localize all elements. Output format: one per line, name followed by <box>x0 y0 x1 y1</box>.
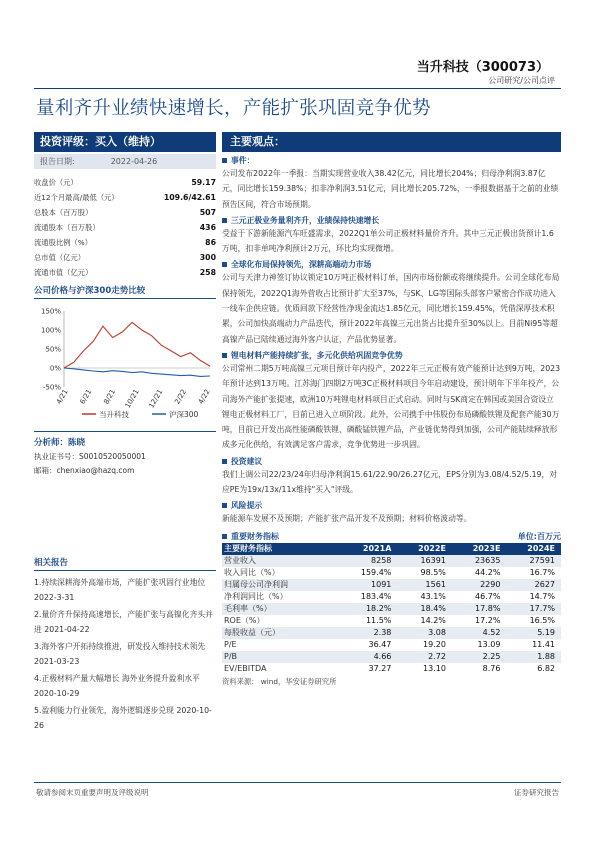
bullet-square-icon <box>222 534 227 539</box>
value-cell: 16.7% <box>529 568 555 578</box>
financial-table-header <box>222 531 561 542</box>
value-cell: 17.8% <box>452 603 507 615</box>
related-report-item[interactable]: 2.量价齐升保持高速增长，产能扩张与高镍化齐头并进 2021-04-22 <box>34 610 213 634</box>
key-data-label: 流通股比例（%） <box>34 238 93 247</box>
key-data-value: 300 <box>199 253 216 262</box>
bullet-square-icon <box>222 218 227 223</box>
related-report-item[interactable]: 1.持续深耕海外高端市场，产能扩张巩固行业地位 2022-3-31 <box>34 578 206 602</box>
section-heading-text: 锂电材料产能持续扩张，多元化供给巩固竞争优势 <box>231 350 403 360</box>
row-label-cell: P/B <box>222 651 338 663</box>
row-label-cell: 毛利率（%） <box>222 603 338 615</box>
section-heading <box>222 350 561 361</box>
financial-table-block <box>222 531 561 687</box>
chart-section-title: 公司价格与沪深300走势比较 <box>34 284 216 299</box>
column-header: 主要财务指标 <box>222 543 338 555</box>
value-cell: 16.5% <box>529 616 555 626</box>
price-comparison-chart <box>34 303 216 425</box>
value-cell: 44.2% <box>475 568 501 578</box>
main-points-banner: 主要观点： <box>222 132 561 152</box>
value-cell: 17.2% <box>475 616 501 626</box>
related-reports-list <box>34 576 216 733</box>
x-tick-label: 6/21 <box>78 388 94 406</box>
value-cell: 18.4% <box>397 603 452 615</box>
table-row <box>222 603 561 615</box>
date-value: 2022-04-26 <box>110 157 158 166</box>
key-data-value: 258 <box>199 268 216 277</box>
table-row <box>222 627 561 639</box>
financial-table-body <box>222 555 561 675</box>
footer-label: 证券研究报告 <box>514 788 559 797</box>
value-cell: 23635 <box>452 555 507 567</box>
table-row <box>222 663 561 675</box>
row-label-cell: 收入同比（%） <box>224 568 280 578</box>
value-cell: 14.7% <box>529 592 555 602</box>
chart-canvas <box>34 303 216 425</box>
value-cell: 159.4% <box>360 568 392 578</box>
analyst-cert: 执业证书号：S0010520050001 <box>34 452 146 461</box>
analyst-name: 分析师：陈晓 <box>34 438 86 448</box>
key-data-value: 59.17 <box>191 178 216 187</box>
row-label-cell: 净利润同比（%） <box>224 592 288 602</box>
key-data-label: 总市值（亿元） <box>34 253 86 262</box>
value-cell: 183.4% <box>360 592 392 602</box>
value-cell: 8.76 <box>482 664 501 674</box>
right-column <box>222 132 561 687</box>
section-heading <box>222 456 561 467</box>
bullet-square-icon <box>222 459 227 464</box>
value-cell: 11.41 <box>532 640 555 650</box>
company-name: 当升科技（300073） <box>416 60 549 75</box>
key-data-row <box>34 250 216 265</box>
header-divider <box>34 88 561 89</box>
value-cell: 46.7% <box>475 592 501 602</box>
bullet-square-icon <box>222 262 227 267</box>
y-tick-label: 100% <box>40 326 61 335</box>
row-label-cell: 归属母公司净利润 <box>222 579 338 591</box>
value-cell: 43.1% <box>420 592 446 602</box>
column-header: 2023E <box>452 543 507 555</box>
value-cell: 6.82 <box>537 664 555 674</box>
key-data-label: 流通市值（亿元） <box>34 268 93 277</box>
row-label-cell: P/E <box>224 640 237 650</box>
key-data-row <box>34 205 216 220</box>
x-tick-label: 12/21 <box>147 388 165 410</box>
value-cell: 18.2% <box>338 603 397 615</box>
key-data-label: 流通股本（百万股） <box>34 223 100 232</box>
key-data-label: 近12个月最高/最低（元） <box>34 193 119 202</box>
value-cell: 11.5% <box>365 616 392 626</box>
x-tick-label: 8/21 <box>102 388 118 406</box>
section-heading <box>222 259 561 270</box>
key-data-row <box>34 235 216 250</box>
row-label-cell: ROE（%） <box>224 616 265 626</box>
financial-table <box>222 543 561 675</box>
section-heading-text: 风险提示 <box>231 501 263 511</box>
y-tick-label: 50% <box>45 345 61 354</box>
value-cell: 27591 <box>506 555 561 567</box>
section-heading <box>222 500 561 511</box>
value-cell: 98.5% <box>420 568 446 578</box>
table-header-row <box>222 543 561 555</box>
row-label-cell: EV/EBITDA <box>224 664 267 674</box>
value-cell: 13.09 <box>477 640 501 650</box>
column-header: 2022E <box>397 543 452 555</box>
footer-disclaimer: 敬请参阅末页重要声明及评级说明 <box>36 788 149 797</box>
report-title: 量利齐升业绩快速增长，产能扩张巩固竞争优势 <box>36 98 431 119</box>
section-paragraph: 我们上调公司22/23/24年归母净利润15.61/22.90/26.27亿元，EPS分别为3.08/4.52/5.19，对应PE为19x/13x/11x维持"买入"评级。 <box>222 469 558 495</box>
related-reports-title: 相关报告 <box>34 556 216 571</box>
bullet-square-icon <box>222 158 227 163</box>
table-row <box>222 579 561 591</box>
value-cell: 2.72 <box>397 651 452 663</box>
value-cell: 1561 <box>397 579 452 591</box>
column-header: 2021A <box>338 543 397 555</box>
value-cell: 5.19 <box>506 627 561 639</box>
key-data-value: 109.6/42.61 <box>163 193 216 202</box>
key-data-value: 436 <box>199 223 216 232</box>
section-paragraph: 公司与天津力神签订协议锁定10万吨正极材料订单，国内市场份额或将继续提升。公司全球化布局保持领先，2022Q1海外营收占比预计扩大至37%，与SK、LG等国际头部客户紧密合作成功进入一线车企供应链。优质回款下经营性净现金流达1.85亿元，同比增长159.45%，凭借深厚技术积累，公司加快高端动力产品迭代，预计2022年高镍三元出货占比提升至30%以上。目前Ni95等超高镍产品已陆续通过海外客户认证，产品优势显著。 <box>222 273 560 344</box>
y-tick-label: -50% <box>42 383 61 392</box>
row-label-cell: 营业收入 <box>222 555 338 567</box>
section-paragraph: 受益于下游新能源汽车旺盛需求，2022Q1单公司正极材料量价齐升。其中三元正极出货预计1.6万吨，扣非单吨净利预计2万元，环比均实现微增。 <box>222 228 554 254</box>
section-heading <box>222 215 561 226</box>
series-line-0 <box>64 322 210 368</box>
key-data-value: 507 <box>199 208 216 217</box>
x-tick-label: 4/22 <box>196 388 212 406</box>
related-reports <box>34 556 216 736</box>
date-label: 报告日期: <box>40 157 75 166</box>
value-cell: 36.47 <box>368 640 392 650</box>
x-tick-label: 2/22 <box>173 388 189 406</box>
section-paragraph: 公司常州二期5万吨高镍三元项目预计年内投产，2022年三元正极有效产能预计达到9万吨，2023年预计达到13万吨。江苏海门四期2万吨3C正极材料项目今年启动建设，预计明年下半年投产，公司海外产能扩张提速，欧洲10万吨锂电材料项目正式启动。同时与SK商定在韩国或美国合资设立锂电正极材料工厂，目前已进入立项阶段。此外，公司携手中伟股份布局磷酸铁锂及配套产能30万吨，目前已开发出高性能磷酸铁锂、磷酸锰铁锂产品，产业链优势得到加强，公司产能陆续释放形成多元化供给，有效满足客户需求，竞争优势进一步巩固。 <box>222 363 561 450</box>
series-line-1 <box>64 368 210 376</box>
value-cell: 14.2% <box>420 616 446 626</box>
value-cell: 1091 <box>338 579 397 591</box>
value-cell: 1.88 <box>506 651 561 663</box>
key-data-label: 总股本（百万股） <box>34 208 93 217</box>
analyst-email[interactable]: 邮箱：chenxiao@hazq.com <box>34 466 135 475</box>
document-type: 公司研究/公司点评 <box>488 76 555 85</box>
column-header: 2024E <box>506 543 561 555</box>
value-cell: 16391 <box>397 555 452 567</box>
value-cell: 19.20 <box>423 640 446 650</box>
legend-label: 沪深300 <box>169 410 199 419</box>
value-cell: 37.27 <box>368 664 392 674</box>
section-heading-text: 三元正极业务量利齐升，业绩保持快速增长 <box>231 215 380 225</box>
section-heading-text: 事件： <box>231 156 255 165</box>
x-tick-label: 10/21 <box>123 388 141 410</box>
value-cell: 3.08 <box>397 627 452 639</box>
value-cell: 2290 <box>452 579 507 591</box>
value-cell: 2.38 <box>338 627 397 639</box>
financial-table-unit: 单位:百万元 <box>517 531 561 541</box>
section-heading-text: 投资建议 <box>231 456 263 466</box>
related-report-item[interactable]: 4.正极材料产量大幅增长 海外业务提升盈利水平 2020-10-29 <box>34 674 200 698</box>
row-label-cell: 每股收益（元） <box>222 627 338 639</box>
table-row <box>222 555 561 567</box>
bullet-square-icon <box>222 503 227 508</box>
table-row <box>222 591 561 603</box>
table-row <box>222 639 561 651</box>
value-cell: 2.25 <box>452 651 507 663</box>
value-cell: 2627 <box>506 579 561 591</box>
table-source: 资料来源： wind，华安证券研究所 <box>222 676 337 686</box>
legend-label: 当升科技 <box>99 410 129 419</box>
key-data-list <box>34 175 216 280</box>
table-row <box>222 615 561 627</box>
key-data-label: 收盘价（元） <box>34 178 78 187</box>
table-row <box>222 651 561 663</box>
key-data-row <box>34 265 216 280</box>
value-cell: 8258 <box>338 555 397 567</box>
footer-divider <box>34 782 561 783</box>
key-data-row <box>34 190 216 205</box>
key-data-value: 86 <box>205 238 216 247</box>
x-tick-label: 4/21 <box>54 388 70 406</box>
value-cell: 4.66 <box>338 651 397 663</box>
financial-table-title: 重要财务指标 <box>231 531 279 541</box>
section-heading-text: 全球化布局保持领先，深耕高端动力市场 <box>231 260 372 270</box>
left-column <box>34 132 216 476</box>
key-data-row <box>34 175 216 190</box>
rating-banner: 投资评级：买入（维持） <box>34 132 216 152</box>
value-cell: 4.52 <box>452 627 507 639</box>
report-date-bar <box>34 154 216 169</box>
related-report-item[interactable]: 5.盈利能力行业领先，海外逻辑逐步兑现 2020-10-26 <box>34 706 212 730</box>
section-paragraph: 公司发布2022年一季报：当期实现营业收入38.42亿元，同比增长204%；归母净利润3.87亿元，同比增长159.38%；扣非净利润3.51亿元，同比增长205.72%，一季报数据基于之前的业绩预告区间，符合市场预期。 <box>222 169 559 209</box>
value-cell: 17.7% <box>506 603 561 615</box>
section-paragraph: 新能源车发展不及预期；产能扩张产品开发不及预期；材料价格波动等。 <box>222 514 472 524</box>
value-cell: 13.10 <box>423 664 446 674</box>
analyst-block <box>34 431 216 476</box>
key-data-row <box>34 220 216 235</box>
y-tick-label: 150% <box>40 307 61 316</box>
related-report-item[interactable]: 3.海外客户开拓持续推进，研发投入维持技术领先 2021-03-23 <box>34 642 206 666</box>
table-row <box>222 567 561 579</box>
bullet-square-icon <box>222 353 227 358</box>
y-tick-label: 0% <box>49 364 61 373</box>
section-heading <box>222 155 561 166</box>
